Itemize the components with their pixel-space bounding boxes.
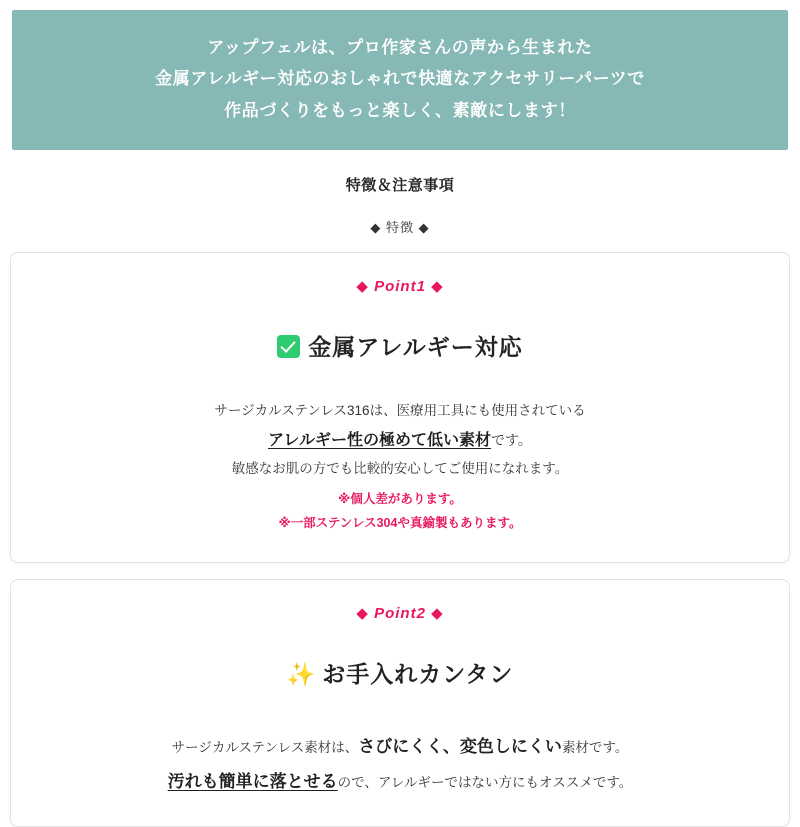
hero-line-1: アップフェルは、プロ作家さんの声から生まれた: [207, 38, 593, 57]
point2-line-1-head: サージカルステンレス素材は、: [171, 739, 359, 755]
point1-line-3: 敏感なお肌の方でも比較的安心してご使用になれます。: [231, 460, 569, 476]
point2-card: [10, 579, 790, 827]
point1-label: ◆ Point1 ◆: [356, 278, 444, 296]
point1-line-1: サージカルステンレス316は、医療用工具にも使用されている: [214, 403, 586, 419]
point2-label: ◆ Point2 ◆: [356, 604, 444, 622]
point2-line-1: [31, 729, 769, 765]
section-title: 特徴＆注意事項: [345, 177, 455, 195]
hero-line-3: 作品づくりをもっと楽しく、素敵にします！: [224, 100, 576, 120]
point2-line-1-tail: 素材です。: [561, 739, 629, 755]
sparkles-icon: ✨: [286, 660, 317, 687]
point1-heading: 金属アレルギー対応: [308, 334, 523, 361]
point1-line-2-tail: です。: [491, 431, 532, 448]
point1-line-2: [31, 425, 769, 456]
point2-heading-row: [31, 656, 769, 689]
point1-note-2: ※一部ステンレス304や真鍮製もあります。: [278, 515, 522, 530]
hero-banner: [12, 10, 788, 150]
point2-line-1-strong: さびにくく、変色しにくい: [358, 736, 562, 756]
point1-note-1: ※個人差があります。: [338, 492, 462, 507]
hero-line-2: 金属アレルギー対応のおしゃれで快適なアクセサリーパーツで: [155, 69, 645, 89]
section-subtitle: ◆ 特徴 ◆: [370, 220, 430, 236]
point1-card: [10, 252, 790, 562]
point1-heading-row: [31, 329, 769, 362]
point2-line-2-tail: ので、アレルギーではない方にもオススメです。: [337, 775, 633, 791]
point2-line-2: [31, 764, 769, 800]
point2-heading: お手入れカンタン: [322, 660, 514, 687]
point1-line-2-strong: アレルギー性の極めて低い素材: [268, 431, 492, 449]
check-box-icon: [277, 335, 300, 358]
point2-line-2-strong: 汚れも簡単に落とせる: [167, 772, 338, 792]
